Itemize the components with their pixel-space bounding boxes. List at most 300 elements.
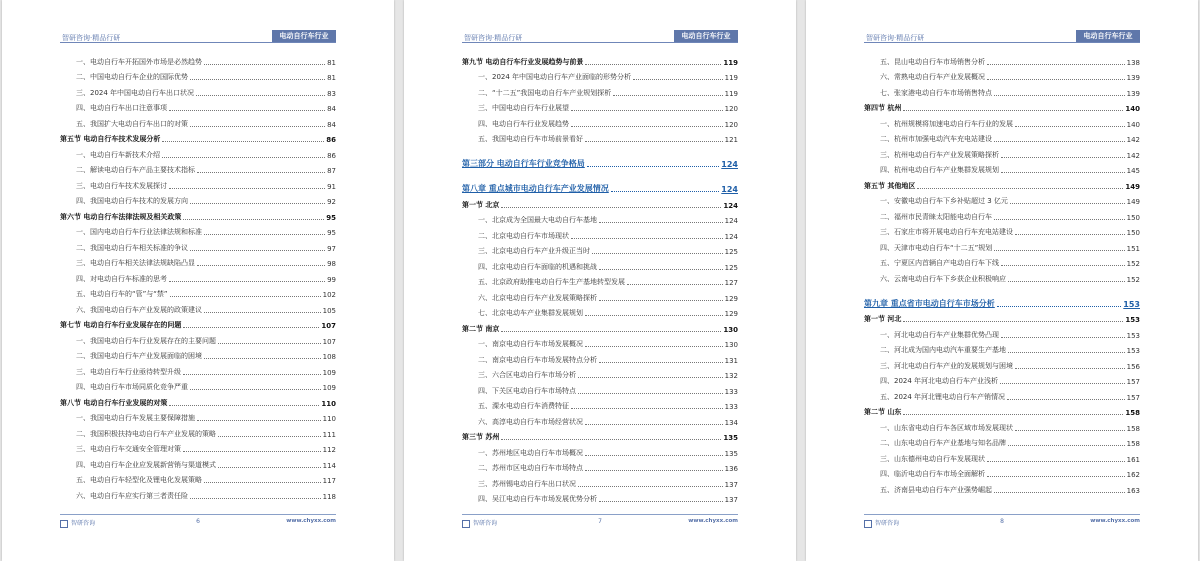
toc-entry-title: 二、苏州市区电动自行车市场特点 bbox=[478, 464, 583, 472]
toc-entry-sub[interactable] bbox=[864, 340, 1140, 356]
toc-entry-title: 二、解读电动自行车产品主要技术指标 bbox=[76, 166, 195, 174]
toc-entry-sub[interactable] bbox=[864, 479, 1140, 495]
toc-entry-page: 81 bbox=[327, 74, 336, 82]
toc-entry-title: 四、电动自行车出口注意事项 bbox=[76, 104, 167, 112]
toc-entry-page: 107 bbox=[322, 337, 336, 346]
toc-entry-title: 第四节 杭州 bbox=[864, 104, 902, 112]
toc-entry-title: 五、电动自行车的“管”与“禁” bbox=[76, 290, 168, 298]
toc-entry-title: 第五节 电动自行车技术发展分析 bbox=[60, 135, 161, 143]
toc-leader-dots bbox=[197, 172, 325, 173]
toc-entry-title: 六、电动自行车应实行第三者责任险 bbox=[76, 491, 188, 500]
toc-entry-title: 第八章 重点城市电动自行车产业发展情况 bbox=[462, 184, 609, 193]
toc-entry-page: 112 bbox=[322, 446, 336, 454]
toc-entry-sub[interactable] bbox=[864, 222, 1140, 238]
toc-leader-dots bbox=[218, 436, 321, 437]
toc-entry-sub[interactable] bbox=[864, 113, 1140, 129]
toc-entry-page: 131 bbox=[724, 356, 738, 365]
toc-entry-title: 一、苏州地区电动自行车市场概况 bbox=[478, 448, 583, 457]
toc-leader-dots bbox=[218, 467, 321, 468]
toc-entry-page: 135 bbox=[724, 449, 738, 458]
toc-entry-title: 三、苏州锡电动自行车出口状况 bbox=[478, 479, 576, 488]
toc-leader-dots bbox=[190, 389, 321, 390]
toc-entry-page: 150 bbox=[1126, 229, 1140, 237]
toc-entry-title: 二、山东电动自行车产业基地与知名品牌 bbox=[880, 439, 1006, 447]
toc-entry-title: 六、常熟电动自行车产业发展概况 bbox=[880, 73, 985, 81]
toc-leader-dots bbox=[592, 253, 723, 254]
footer-divider bbox=[60, 514, 336, 515]
toc-entry-sub[interactable] bbox=[462, 380, 738, 396]
toc-leader-dots bbox=[987, 461, 1125, 462]
toc-entry-sub[interactable] bbox=[864, 448, 1140, 464]
toc-entry-page: 158 bbox=[1126, 440, 1140, 448]
toc-entry-sec[interactable] bbox=[462, 194, 738, 210]
toc-entry-title: 五、2024 年河北锂电动自行车产销情况 bbox=[880, 392, 1006, 401]
toc-entry-sec[interactable] bbox=[60, 315, 336, 331]
toc-entry-sub[interactable] bbox=[60, 175, 336, 191]
toc-entry-page: 99 bbox=[327, 275, 336, 284]
toc-entry-sub[interactable] bbox=[60, 284, 336, 300]
toc-entry-sub[interactable] bbox=[60, 454, 336, 470]
footer-logo: 智研咨询 bbox=[71, 520, 96, 527]
toc-entry-title: 五、我国电动自行车市场前景看好 bbox=[478, 135, 583, 143]
toc-entry-title: 第一节 北京 bbox=[462, 200, 500, 209]
toc-entry-sub[interactable] bbox=[60, 222, 336, 238]
toc-entry-page: 119 bbox=[724, 89, 738, 98]
toc-entry-sub[interactable] bbox=[864, 433, 1140, 449]
toc-entry-sub[interactable] bbox=[462, 458, 738, 474]
page-number: 7 bbox=[598, 518, 602, 525]
toc-entry-page: 91 bbox=[327, 182, 336, 191]
toc-entry-title: 五、济南县电动自行车产业强势崛起 bbox=[880, 485, 992, 494]
toc-entry-sub[interactable] bbox=[60, 98, 336, 114]
toc-entry-sub[interactable] bbox=[462, 411, 738, 427]
toc-entry-sub[interactable] bbox=[60, 346, 336, 362]
toc-entry-title: 四、电动自行车市场同质化竞争严重 bbox=[76, 383, 188, 391]
toc-entry-sub[interactable] bbox=[462, 256, 738, 272]
footer-url: www.chyxx.com bbox=[1090, 518, 1140, 524]
toc-entry-page: 83 bbox=[327, 89, 336, 98]
toc-entry-title: 四、临沂电动自行车市场全面解析 bbox=[880, 470, 985, 478]
toc-leader-dots bbox=[585, 424, 723, 425]
toc-entry-sec[interactable] bbox=[864, 402, 1140, 418]
toc-entry-sub[interactable] bbox=[60, 160, 336, 176]
toc-entry-sec[interactable] bbox=[864, 175, 1140, 191]
header-divider bbox=[60, 42, 336, 43]
toc-leader-dots bbox=[599, 300, 723, 301]
toc-entry-sub[interactable] bbox=[462, 98, 738, 114]
toc-list bbox=[864, 51, 1140, 495]
toc-leader-dots bbox=[204, 312, 321, 313]
toc-entry-sub[interactable] bbox=[60, 191, 336, 207]
toc-leader-dots bbox=[170, 296, 321, 297]
toc-leader-dots bbox=[1015, 126, 1125, 127]
toc-entry-page: 158 bbox=[1126, 424, 1140, 433]
toc-entry-page: 119 bbox=[723, 58, 738, 67]
toc-entry-sub[interactable] bbox=[462, 210, 738, 226]
toc-leader-dots bbox=[599, 501, 723, 502]
toc-leader-dots bbox=[204, 482, 321, 483]
toc-entry-page: 161 bbox=[1126, 455, 1140, 464]
toc-entry-page: 142 bbox=[1126, 136, 1140, 144]
toc-entry-sub[interactable] bbox=[462, 113, 738, 129]
toc-entry-sub[interactable] bbox=[60, 67, 336, 83]
toc-entry-page: 158 bbox=[1125, 409, 1140, 417]
toc-leader-dots bbox=[994, 95, 1125, 96]
toc-entry-page: 134 bbox=[724, 418, 738, 427]
toc-leader-dots bbox=[571, 408, 723, 409]
toc-leader-dots bbox=[997, 306, 1122, 307]
toc-leader-dots bbox=[1008, 445, 1125, 446]
toc-entry-title: 四、对电动自行车标准的思考 bbox=[76, 274, 167, 283]
toc-entry-title: 三、电动自行车交通安全管理对策 bbox=[76, 445, 181, 453]
footer-logo: 智研咨询 bbox=[473, 520, 498, 527]
toc-entry-sub[interactable] bbox=[462, 349, 738, 365]
toc-entry-page: 152 bbox=[1126, 275, 1140, 284]
toc-entry-sub[interactable] bbox=[60, 485, 336, 501]
toc-entry-sub[interactable] bbox=[864, 464, 1140, 480]
toc-entry-part[interactable] bbox=[462, 169, 738, 194]
toc-entry-page: 151 bbox=[1126, 244, 1140, 253]
toc-leader-dots bbox=[190, 79, 325, 80]
toc-leader-dots bbox=[987, 476, 1125, 477]
toc-leader-dots bbox=[183, 327, 319, 328]
toc-entry-part[interactable] bbox=[462, 144, 738, 169]
document-page-2 bbox=[404, 0, 796, 561]
toc-entry-page: 140 bbox=[1125, 105, 1140, 113]
toc-entry-sub[interactable] bbox=[864, 253, 1140, 269]
toc-entry-title: 二、南京电动自行车市场发展特点分析 bbox=[478, 355, 597, 364]
toc-entry-sub[interactable] bbox=[60, 408, 336, 424]
toc-entry-sub[interactable] bbox=[462, 272, 738, 288]
toc-leader-dots bbox=[204, 64, 325, 65]
toc-leader-dots bbox=[571, 238, 723, 239]
header-divider bbox=[864, 42, 1140, 43]
toc-entry-page: 86 bbox=[327, 151, 336, 160]
toc-entry-sec[interactable] bbox=[462, 51, 738, 67]
toc-leader-dots bbox=[585, 141, 723, 142]
toc-entry-sub[interactable] bbox=[462, 365, 738, 381]
toc-entry-title: 第二节 山东 bbox=[864, 408, 902, 416]
toc-entry-title: 第七节 电动自行车行业发展存在的问题 bbox=[60, 321, 182, 329]
toc-entry-sub[interactable] bbox=[462, 303, 738, 319]
toc-entry-title: 六、云南电动自行车下乡获企业积极响应 bbox=[880, 274, 1006, 283]
toc-leader-dots bbox=[197, 265, 325, 266]
toc-entry-page: 109 bbox=[322, 384, 336, 392]
toc-leader-dots bbox=[994, 250, 1124, 251]
toc-entry-sub[interactable] bbox=[60, 144, 336, 160]
toc-entry-page: 124 bbox=[721, 185, 738, 194]
toc-entry-page: 139 bbox=[1126, 74, 1140, 82]
toc-leader-dots bbox=[627, 284, 723, 285]
toc-entry-title: 第八节 电动自行车行业发展的对策 bbox=[60, 398, 168, 407]
toc-entry-sub[interactable] bbox=[60, 423, 336, 439]
toc-entry-page: 129 bbox=[724, 294, 738, 303]
toc-entry-sub[interactable] bbox=[60, 253, 336, 269]
toc-entry-title: 四、吴江电动自行车市场发展优势分析 bbox=[478, 495, 597, 503]
toc-leader-dots bbox=[578, 377, 723, 378]
toc-entry-sub[interactable] bbox=[462, 396, 738, 412]
toc-entry-title: 三、石家庄市将开展电动自行车充电站建设 bbox=[880, 228, 1013, 236]
toc-entry-title: 四、下关区电动自行车市场特点 bbox=[478, 386, 576, 395]
document-page-1 bbox=[2, 0, 394, 561]
toc-entry-title: 三、电动自行车技术发展探讨 bbox=[76, 181, 167, 190]
toc-entry-sub[interactable] bbox=[60, 113, 336, 129]
toc-entry-page: 117 bbox=[322, 477, 336, 485]
toc-leader-dots bbox=[585, 315, 723, 316]
toc-entry-page: 133 bbox=[724, 387, 738, 396]
toc-entry-title: 二、杭州市加强电动汽车充电站建设 bbox=[880, 135, 992, 143]
toc-entry-page: 97 bbox=[327, 244, 336, 253]
toc-entry-page: 130 bbox=[723, 325, 738, 334]
toc-entry-title: 五、昆山电动自行车市场销售分析 bbox=[880, 57, 985, 66]
toc-entry-title: 第三部分 电动自行车行业竞争格局 bbox=[462, 159, 585, 168]
toc-entry-sub[interactable] bbox=[462, 473, 738, 489]
toc-entry-title: 五、我国扩大电动自行车出口的对策 bbox=[76, 119, 188, 128]
toc-entry-page: 142 bbox=[1126, 151, 1140, 160]
toc-entry-sub[interactable] bbox=[864, 386, 1140, 402]
toc-entry-sec[interactable] bbox=[864, 98, 1140, 114]
footer-logo: 智研咨询 bbox=[875, 520, 900, 527]
toc-entry-page: 81 bbox=[327, 58, 336, 67]
toc-entry-page: 136 bbox=[724, 465, 738, 473]
toc-leader-dots bbox=[578, 486, 723, 487]
toc-entry-title: 五、北京政府助推电动自行车生产基地转型发展 bbox=[478, 278, 625, 286]
toc-entry-sub[interactable] bbox=[60, 51, 336, 67]
toc-entry-title: 一、山东省电动自行车各区域市场发展现状 bbox=[880, 423, 1013, 432]
header-logo: 智研咨询·精品行研 bbox=[62, 34, 121, 42]
toc-leader-dots bbox=[917, 188, 1123, 189]
toc-leader-dots bbox=[183, 219, 324, 220]
toc-entry-sec[interactable] bbox=[462, 427, 738, 443]
toc-entry-sub[interactable] bbox=[60, 237, 336, 253]
toc-entry-page: 111 bbox=[322, 430, 336, 439]
toc-entry-page: 109 bbox=[322, 368, 336, 377]
toc-entry-page: 107 bbox=[321, 322, 336, 330]
toc-entry-title: 五、电动自行车轻型化及锂电化发展策略 bbox=[76, 476, 202, 484]
toc-entry-title: 一、国内电动自行车行业法律法规和标准 bbox=[76, 228, 202, 236]
toc-entry-sub[interactable] bbox=[864, 206, 1140, 222]
toc-entry-page: 125 bbox=[724, 263, 738, 272]
toc-leader-dots bbox=[190, 126, 325, 127]
toc-leader-dots bbox=[1008, 352, 1125, 353]
toc-entry-sub[interactable] bbox=[864, 129, 1140, 145]
toc-entry-title: 四、电动自行车企业应发展新营销与渠道模式 bbox=[76, 460, 216, 469]
toc-entry-sub[interactable] bbox=[60, 299, 336, 315]
toc-entry-title: 第一节 河北 bbox=[864, 315, 902, 323]
toc-entry-sub[interactable] bbox=[864, 51, 1140, 67]
toc-entry-page: 133 bbox=[724, 403, 738, 411]
toc-entry-page: 138 bbox=[1126, 58, 1140, 67]
header-tag: 电动自行车行业 bbox=[674, 30, 738, 42]
toc-entry-title: 三、电动自行车相关法律法规缺陷凸显 bbox=[76, 259, 195, 267]
toc-entry-title: 二、河北成为国内电动汽车重要生产基地 bbox=[880, 346, 1006, 354]
toc-entry-sub[interactable] bbox=[462, 225, 738, 241]
toc-leader-dots bbox=[197, 420, 321, 421]
toc-entry-title: 三、中国电动自行车行业展望 bbox=[478, 104, 569, 112]
toc-entry-sub[interactable] bbox=[60, 470, 336, 486]
toc-entry-title: 一、北京成为全国最大电动自行车基地 bbox=[478, 216, 597, 224]
toc-leader-dots bbox=[501, 331, 721, 332]
toc-entry-page: 95 bbox=[326, 213, 336, 222]
toc-entry-page: 153 bbox=[1126, 331, 1140, 340]
toc-leader-dots bbox=[169, 281, 325, 282]
toc-leader-dots bbox=[183, 374, 321, 375]
toc-leader-dots bbox=[204, 358, 321, 359]
toc-leader-dots bbox=[169, 188, 325, 189]
toc-entry-page: 120 bbox=[724, 105, 738, 113]
toc-entry-title: 一、电动自行车开拓国外市场是必然趋势 bbox=[76, 57, 202, 66]
toc-entry-sub[interactable] bbox=[462, 129, 738, 145]
toc-entry-title: 四、北京电动自行车面临的机遇和挑战 bbox=[478, 262, 597, 271]
toc-entry-page: 127 bbox=[724, 279, 738, 287]
toc-entry-sub[interactable] bbox=[864, 417, 1140, 433]
toc-leader-dots bbox=[162, 157, 325, 158]
toc-leader-dots bbox=[587, 166, 720, 167]
toc-entry-title: 三、六合区电动自行车市场分析 bbox=[478, 371, 576, 379]
toc-entry-title: 二、福州市民青睐太阳能电动自行车 bbox=[880, 212, 992, 221]
toc-leader-dots bbox=[571, 126, 723, 127]
toc-entry-sub[interactable] bbox=[462, 442, 738, 458]
toc-entry-page: 132 bbox=[724, 372, 738, 380]
toc-entry-page: 145 bbox=[1126, 167, 1140, 175]
toc-leader-dots bbox=[169, 110, 325, 111]
toc-leader-dots bbox=[1007, 399, 1125, 400]
footer-url: www.chyxx.com bbox=[286, 518, 336, 524]
toc-entry-page: 110 bbox=[321, 399, 336, 408]
toc-entry-sub[interactable] bbox=[462, 334, 738, 350]
toc-entry-sub[interactable] bbox=[462, 67, 738, 83]
toc-entry-sub[interactable] bbox=[60, 377, 336, 393]
toc-leader-dots bbox=[903, 414, 1123, 415]
toc-entry-page: 140 bbox=[1126, 120, 1140, 129]
footer-url: www.chyxx.com bbox=[688, 518, 738, 524]
toc-entry-title: 六、北京电动自行车产业发展策略探析 bbox=[478, 293, 597, 302]
toc-entry-page: 118 bbox=[322, 492, 336, 501]
toc-entry-sub[interactable] bbox=[60, 268, 336, 284]
toc-leader-dots bbox=[501, 207, 721, 208]
toc-entry-page: 137 bbox=[724, 496, 738, 504]
toc-entry-page: 153 bbox=[1125, 316, 1140, 324]
toc-leader-dots bbox=[1010, 203, 1125, 204]
toc-entry-sub[interactable] bbox=[864, 67, 1140, 83]
toc-entry-sub[interactable] bbox=[864, 160, 1140, 176]
toc-entry-sub[interactable] bbox=[60, 361, 336, 377]
toc-entry-title: 第九节 电动自行车行业发展趋势与前景 bbox=[462, 57, 584, 66]
toc-entry-page: 105 bbox=[322, 306, 336, 315]
toc-entry-title: 第三节 苏州 bbox=[462, 433, 500, 441]
toc-entry-title: 一、2024 年中国电动自行车产业面临的形势分析 bbox=[478, 73, 632, 81]
toc-leader-dots bbox=[1001, 157, 1125, 158]
toc-entry-sub[interactable] bbox=[864, 371, 1140, 387]
toc-entry-sub[interactable] bbox=[462, 82, 738, 98]
toc-entry-sub[interactable] bbox=[462, 489, 738, 505]
toc-entry-part[interactable] bbox=[864, 284, 1140, 309]
toc-entry-sub[interactable] bbox=[864, 144, 1140, 160]
toc-entry-sub[interactable] bbox=[462, 241, 738, 257]
toc-entry-title: 第五节 其他地区 bbox=[864, 181, 916, 190]
toc-entry-page: 157 bbox=[1126, 378, 1140, 386]
toc-entry-title: 四、电动自行车行业发展趋势 bbox=[478, 119, 569, 128]
toc-entry-sec[interactable] bbox=[60, 206, 336, 222]
toc-entry-title: 二、我国积极扶持电动自行车产业发展的策略 bbox=[76, 429, 216, 438]
toc-entry-title: 二、北京电动自行车市场现状 bbox=[478, 231, 569, 240]
toc-entry-title: 二、中国电动自行车企业的国际优势 bbox=[76, 73, 188, 81]
toc-entry-page: 162 bbox=[1126, 471, 1140, 479]
toc-entry-title: 三、北京电动自行车产业升级正当时 bbox=[478, 247, 590, 255]
page-number: 8 bbox=[1000, 518, 1004, 525]
toc-entry-page: 124 bbox=[723, 201, 738, 210]
toc-entry-page: 125 bbox=[724, 248, 738, 256]
toc-leader-dots bbox=[1001, 265, 1125, 266]
toc-entry-sub[interactable] bbox=[864, 82, 1140, 98]
toc-entry-page: 163 bbox=[1126, 486, 1140, 495]
toc-entry-title: 七、北京电动车产业集群发展规划 bbox=[478, 309, 583, 317]
toc-leader-dots bbox=[1015, 234, 1125, 235]
toc-entry-sub[interactable] bbox=[864, 268, 1140, 284]
toc-entry-title: 第二节 南京 bbox=[462, 324, 500, 333]
footer-divider bbox=[864, 514, 1140, 515]
toc-entry-sub[interactable] bbox=[864, 191, 1140, 207]
toc-entry-sec[interactable] bbox=[462, 318, 738, 334]
toc-leader-dots bbox=[585, 64, 721, 65]
toc-entry-sub[interactable] bbox=[60, 82, 336, 98]
toc-leader-dots bbox=[1001, 337, 1125, 338]
toc-entry-page: 156 bbox=[1126, 362, 1140, 371]
toc-entry-title: 一、电动自行车新技术介绍 bbox=[76, 150, 160, 159]
toc-entry-page: 124 bbox=[724, 217, 738, 225]
toc-entry-title: 四、我国电动自行车技术的发展方向 bbox=[76, 197, 188, 205]
toc-entry-sub[interactable] bbox=[864, 237, 1140, 253]
toc-entry-title: 三、河北电动自行车产业的发展规划与困境 bbox=[880, 361, 1013, 370]
toc-entry-title: 三、2024 年中国电动自行车出口状况 bbox=[76, 88, 195, 97]
toc-leader-dots bbox=[585, 346, 723, 347]
toc-entry-page: 108 bbox=[322, 353, 336, 361]
toc-entry-page: 149 bbox=[1126, 198, 1140, 206]
toc-entry-sub[interactable] bbox=[462, 287, 738, 303]
toc-entry-title: 三、杭州电动自行车产业发展策略探析 bbox=[880, 150, 999, 159]
toc-leader-dots bbox=[204, 234, 325, 235]
toc-leader-dots bbox=[1001, 172, 1125, 173]
toc-entry-title: 三、电动自行车行业亟待转型升级 bbox=[76, 367, 181, 376]
toc-entry-page: 137 bbox=[724, 480, 738, 489]
toc-entry-sec[interactable] bbox=[60, 392, 336, 408]
toc-entry-sub[interactable] bbox=[60, 330, 336, 346]
toc-leader-dots bbox=[903, 110, 1123, 111]
toc-entry-title: 一、安徽电动自行车下乡补贴超过 3 亿元 bbox=[880, 197, 1008, 205]
toc-entry-page: 153 bbox=[1123, 299, 1140, 309]
toc-list bbox=[60, 51, 336, 501]
toc-entry-title: 五、溧水电动自行车消费特征 bbox=[478, 402, 569, 410]
toc-leader-dots bbox=[190, 250, 325, 251]
toc-entry-page: 130 bbox=[724, 341, 738, 349]
toc-entry-title: 二、我国电动自行车相关标准的争议 bbox=[76, 243, 188, 252]
toc-entry-sub[interactable] bbox=[864, 355, 1140, 371]
toc-entry-page: 119 bbox=[724, 74, 738, 82]
toc-entry-page: 92 bbox=[327, 198, 336, 206]
toc-entry-page: 98 bbox=[327, 260, 336, 268]
toc-entry-sec[interactable] bbox=[864, 309, 1140, 325]
toc-leader-dots bbox=[183, 451, 321, 452]
toc-entry-title: 一、我国电动自行车行业发展存在的主要问题 bbox=[76, 336, 216, 345]
toc-leader-dots bbox=[987, 79, 1125, 80]
toc-leader-dots bbox=[994, 141, 1125, 142]
toc-entry-page: 120 bbox=[724, 120, 738, 129]
toc-leader-dots bbox=[633, 79, 723, 80]
toc-entry-sec[interactable] bbox=[60, 129, 336, 145]
toc-entry-title: 四、2024 年河北电动自行车产业浅析 bbox=[880, 377, 999, 385]
toc-entry-sub[interactable] bbox=[864, 324, 1140, 340]
toc-entry-sub[interactable] bbox=[60, 439, 336, 455]
